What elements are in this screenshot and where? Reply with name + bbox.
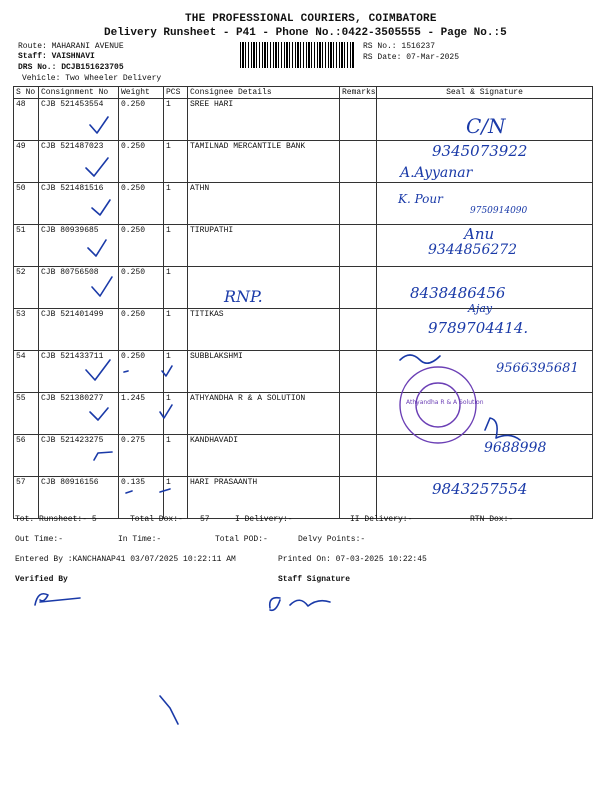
drs-number: DRS No.: DCJB151623705 xyxy=(18,63,124,72)
cell-sno: 57 xyxy=(14,477,39,519)
hw-name-49: A.Ayyanar xyxy=(400,165,473,181)
cell-sno: 51 xyxy=(14,225,39,267)
cell-consignment: CJB 521453554 xyxy=(39,99,119,141)
col-remarks: Remarks xyxy=(340,87,377,99)
cell-pcs: 1 xyxy=(164,435,188,477)
col-weight: Weight xyxy=(119,87,164,99)
cell-consignee: ATHN xyxy=(188,183,340,225)
tot-runsheet: Tot. Runsheet:- 5 xyxy=(15,515,97,524)
route: Route: MAHARANI AVENUE xyxy=(18,42,124,51)
ii-delivery: II Delivery:- xyxy=(350,515,413,524)
cell-consignee: SUBBLAKSHMI xyxy=(188,351,340,393)
cell-consignee: SREE HARI xyxy=(188,99,340,141)
rs-date: RS Date: 07-Mar-2025 xyxy=(363,53,460,62)
rs-number: RS No.: 1516237 xyxy=(363,42,436,51)
cell-consignee: ATHYANDHA R & A SOLUTION xyxy=(188,393,340,435)
hw-name-50: K. Pour xyxy=(398,192,443,206)
cell-weight: 0.250 xyxy=(119,183,164,225)
cell-weight: 0.250 xyxy=(119,267,164,309)
cell-consignment: CJB 521433711 xyxy=(39,351,119,393)
tick-mark xyxy=(86,158,108,176)
cell-weight: 0.275 xyxy=(119,435,164,477)
pcs-tick xyxy=(162,366,172,376)
cell-pcs: 1 xyxy=(164,183,188,225)
hw-name-51: Anu xyxy=(464,225,495,243)
tick-mark xyxy=(86,360,110,380)
signature-scrawl xyxy=(400,355,440,363)
vehicle: Vehicle: Two Wheeler Delivery xyxy=(22,74,162,83)
cell-consignee: TIRUPATHI xyxy=(188,225,340,267)
hw-note-48: C/N xyxy=(466,114,506,138)
hw-phone-53: 9789704414. xyxy=(428,319,529,337)
staff-sign xyxy=(270,598,330,611)
entered-by: Entered By :KANCHANAP41 03/07/2025 10:22:11 AM xyxy=(15,555,236,564)
cell-consignment: CJB 521380277 xyxy=(39,393,119,435)
cell-consignment: CJB 521487023 xyxy=(39,141,119,183)
cell-consignee: TITIKAS xyxy=(188,309,340,351)
cell-pcs: 1 xyxy=(164,477,188,519)
stamp-text: Athyandha R & A Solution xyxy=(406,399,484,406)
cell-weight: 0.250 xyxy=(119,141,164,183)
cell-consignment: CJB 80916156 xyxy=(39,477,119,519)
col-consignment: Consignment No xyxy=(39,87,119,99)
cell-pcs: 1 xyxy=(164,309,188,351)
cell-weight: 0.250 xyxy=(119,351,164,393)
hw-phone-56: 9688998 xyxy=(484,440,547,456)
hw-phone-51: 9344856272 xyxy=(428,242,518,258)
col-consignee: Consignee Details xyxy=(188,87,340,99)
signature-scrawl xyxy=(485,418,520,440)
verified-by: Verified By xyxy=(15,575,68,584)
hw-name-53: Ajay xyxy=(468,302,493,315)
cell-consignment: CJB 521481516 xyxy=(39,183,119,225)
verify-signature xyxy=(35,594,80,605)
weight-dash xyxy=(124,371,128,372)
col-sno: S No xyxy=(14,87,39,99)
cell-sno: 48 xyxy=(14,99,39,141)
hw-phone-52: 8438486456 xyxy=(410,284,506,302)
cell-pcs: 1 xyxy=(164,141,188,183)
tick-mark xyxy=(92,277,112,296)
cell-sno: 52 xyxy=(14,267,39,309)
cell-sno: 54 xyxy=(14,351,39,393)
tick-mark xyxy=(88,240,106,256)
cell-sno: 56 xyxy=(14,435,39,477)
i-delivery: I Delivery:- xyxy=(235,515,293,524)
cell-pcs: 1 xyxy=(164,267,188,309)
company-title: THE PROFESSIONAL COURIERS, COIMBATORE xyxy=(185,13,437,25)
cell-consignee: TAMILNAD MERCANTILE BANK xyxy=(188,141,340,183)
pcs-tick xyxy=(160,489,170,492)
weight-dash xyxy=(126,491,132,493)
hw-phone-49: 9345073922 xyxy=(432,142,528,160)
in-time: In Time:- xyxy=(118,535,162,544)
cell-consignment: CJB 521423275 xyxy=(39,435,119,477)
cell-sno: 55 xyxy=(14,393,39,435)
cell-sno: 49 xyxy=(14,141,39,183)
cell-weight: 0.250 xyxy=(119,225,164,267)
cell-weight: 0.250 xyxy=(119,309,164,351)
printed-on: Printed On: 07-03-2025 10:22:45 xyxy=(278,555,427,564)
hw-remark-52: RNP. xyxy=(224,287,263,306)
rtn-dox: RTN Dox:- xyxy=(470,515,514,524)
cell-consignment: CJB 80939685 xyxy=(39,225,119,267)
staff: Staff: VAISHNAVI xyxy=(18,52,95,61)
pcs-tick xyxy=(160,405,172,418)
staff-signature: Staff Signature xyxy=(278,575,351,584)
col-seal: Seal & Signature xyxy=(377,87,593,99)
cell-weight: 0.135 xyxy=(119,477,164,519)
hw-phone-54: 9566395681 xyxy=(496,361,579,376)
cell-weight: 1.245 xyxy=(119,393,164,435)
cell-sno: 53 xyxy=(14,309,39,351)
total-dox-value: 57 xyxy=(200,515,210,524)
col-pcs: PCS xyxy=(164,87,188,99)
cell-pcs: 1 xyxy=(164,99,188,141)
cell-consignee: KANDHAVADI xyxy=(188,435,340,477)
total-pod: Total POD:- xyxy=(215,535,268,544)
cell-consignee: HARI PRASAANTH xyxy=(188,477,340,519)
cell-pcs: 1 xyxy=(164,225,188,267)
tick-mark xyxy=(92,200,110,215)
cell-weight: 0.250 xyxy=(119,99,164,141)
cell-consignment: CJB 521401499 xyxy=(39,309,119,351)
tick-mark xyxy=(94,452,112,460)
delvy-points: Delvy Points:- xyxy=(298,535,366,544)
tick-mark xyxy=(90,117,108,133)
stray-mark xyxy=(160,696,178,724)
hw-phone-50: 9750914090 xyxy=(470,206,528,216)
out-time: Out Time:- xyxy=(15,535,64,544)
runsheet-title: Delivery Runsheet - P41 - Phone No.:0422-3505555 - Page No.:5 xyxy=(104,27,507,39)
total-dox-label: Total Dox:- xyxy=(130,515,183,524)
cell-consignment: CJB 80756508 xyxy=(39,267,119,309)
tick-mark xyxy=(90,408,108,420)
hw-phone-57: 9843257554 xyxy=(432,480,528,498)
cell-pcs: 1 xyxy=(164,393,188,435)
cell-pcs: 1 xyxy=(164,351,188,393)
cell-sno: 50 xyxy=(14,183,39,225)
